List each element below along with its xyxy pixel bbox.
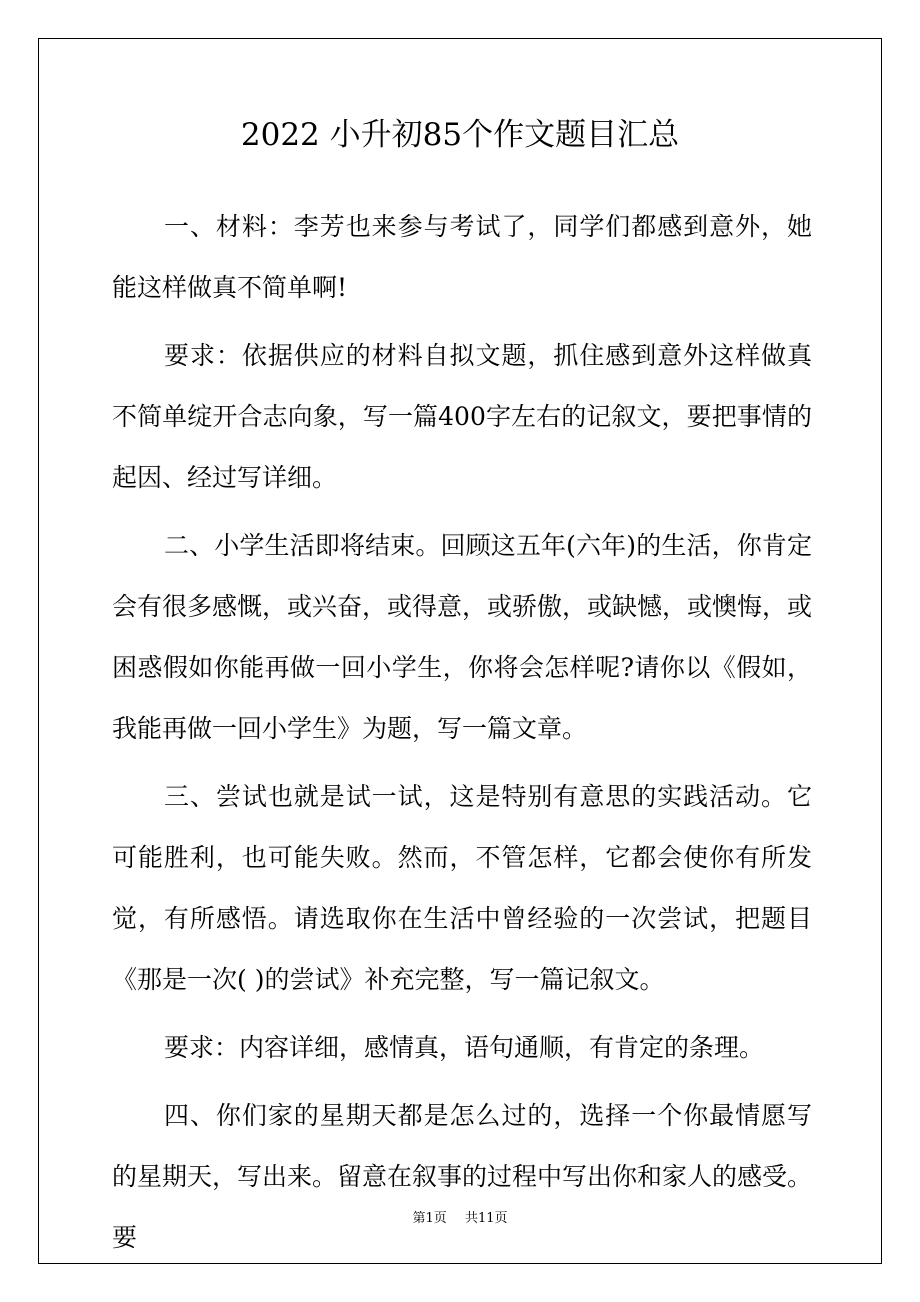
paragraph-4: 三、尝试也就是试一试，这是特别有意思的实践活动。它可能胜利，也可能失败。然而，不管怎样，它都会使你有所发觉，有所感悟。请选取你在生活中曾经验的一次尝试，把题目《那是一次( )的尝试》补充完整，写一篇记叙文。: [112, 782, 812, 994]
page-number: 第1页: [412, 1211, 447, 1226]
paragraph-5: 要求：内容详细，感情真，语句通顺，有肯定的条理。: [164, 1033, 765, 1062]
page-total: 共11页: [464, 1211, 508, 1226]
document-title: 2022 小升初85个作文题目汇总: [240, 117, 680, 153]
paragraph-2: 要求：依据供应的材料自拟文题，抓住感到意外这样做真不简单绽开合志向象，写一篇400字左右的记叙文，要把事情的起因、经过写详细。: [112, 341, 812, 492]
paragraph-6: 四、你们家的星期天都是怎么过的，选择一个你最情愿写的星期天，写出来。留意在叙事的过程中写出你和家人的感受。要: [112, 1101, 813, 1252]
paragraph-3: 二、小学生活即将结束。回顾这五年(六年)的生活，你肯定会有很多感慨，或兴奋，或得意，或骄傲，或缺憾，或懊悔，或困惑假如你能再做一回小学生，你将会怎样呢?请你以《假如，我能再做一回小学生》为题，写一篇文章。: [112, 531, 813, 743]
paragraph-1: 一、材料：李芳也来参与考试了，同学们都感到意外，她能这样做真不简单啊!: [112, 212, 812, 302]
page-footer: [0, 1207, 920, 1226]
document-body: [112, 196, 812, 1275]
